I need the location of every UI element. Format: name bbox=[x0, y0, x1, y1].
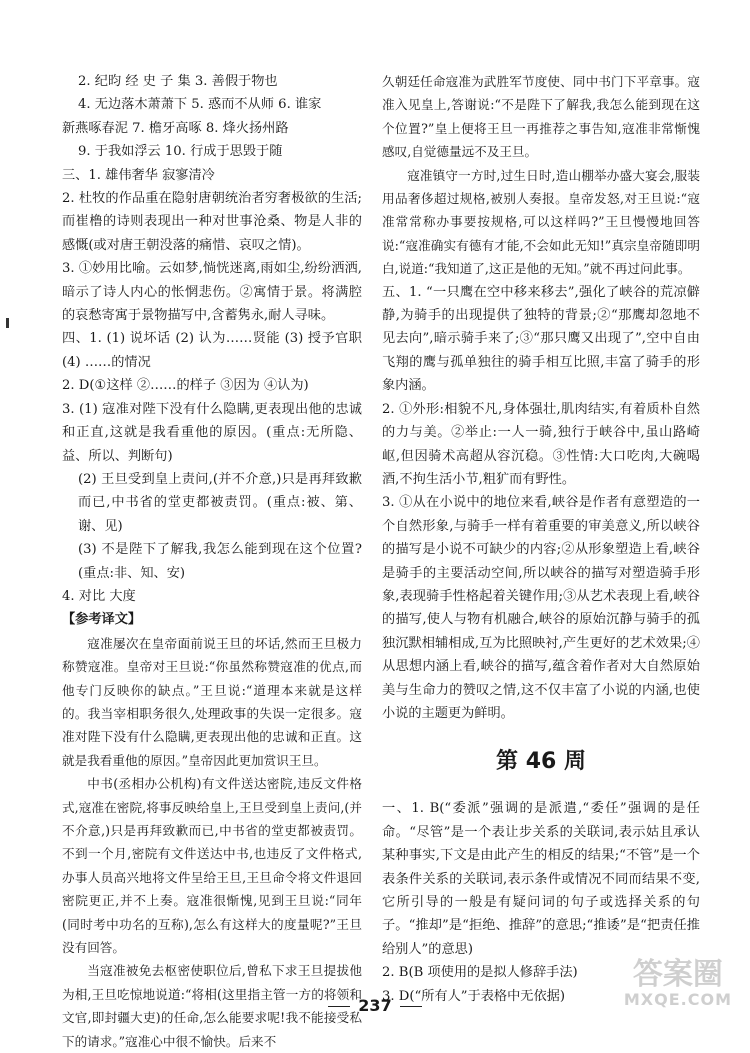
answer-line: 9. 于我如浮云 10. 行成于思毁于随 bbox=[78, 144, 283, 160]
translation-paragraph: 中书(丞相办公机构)有文件送达密院,违反文件格式,寇准在密院,将事反映给皇上,王旦受到皇上责问,(并不介意,)只是再拜致歉而已,中书省的堂吏都被责罚。不到一个月,密院有文件送达中书,也违反了文件格式,办事人员高兴地将文件呈给王旦,王旦命令将文件退回密院更正,并不上奏。寇准很惭愧,见到王旦说:“同年(同时考中功名的互称),怎么有这样大的度量呢?”王旦没有回答。 bbox=[62, 776, 362, 956]
translation-paragraph: 久朝廷任命寇准为武胜军节度使、同中书门下平章事。寇准入见皇上,答谢说:“不是陛下了解我,我怎么能到现在这个位置?”皇上便将王旦一再推荐之事告知,寇准非常惭愧感叹,自觉德量远不及王旦。 bbox=[382, 74, 700, 160]
translation-answer: 3. (1) 寇准对陛下没有什么隐瞒,更表现出他的忠诚和正直,这就是我看重他的原因。(重点:无所隐、益、所以、判断句) bbox=[62, 401, 362, 464]
dash-right bbox=[400, 1006, 422, 1007]
section-three-heading: 三、1. 雄伟奢华 寂寥清冷 bbox=[62, 167, 215, 183]
translation-paragraph: 寇准镇守一方时,过生日时,造山棚举办盛大宴会,服装用品奢侈超过规格,被别人奏报。皇帝发怒,对王旦说:“寇准常常称办事要按规格,可以这样吗?”王旦慢慢地回答说:“寇准确实有德有才能,不会如此无知!”真宗皇帝随即明白,说道:“我知道了,这正是他的无知。”就不再过问此事。 bbox=[382, 167, 700, 277]
answer-line: 3. D(“所有人”于表格中无依据) bbox=[382, 988, 565, 1004]
right-column bbox=[382, 70, 700, 1008]
answer-paragraph: 一、1. B(“委派”强调的是派遣,“委任”强调的是任命。“尽管”是一个表让步关系的关联词,表示姑且承认某种事实,下文是由此产生的相反的结果;“不管”是一个表条件关系的关联词,表示条件或情况不同而结果不变,它所引导的一般是有疑问词的句子或选择关系的句子。“推却”是“拒绝、推辞”的意思;“推诿”是“把责任推给别人”的意思) bbox=[382, 801, 700, 957]
section-five-answer: 五、1. “一只鹰在空中移来移去”,强化了峡谷的荒凉僻静,为骑手的出现提供了独特的背景;②“那鹰却忽地不见去向”,暗示骑手来了;③“那只鹰又出现了”,空中自由飞翔的鹰与孤单独往的骑手相互比照,丰富了骑手的形象内涵。 bbox=[382, 284, 700, 394]
answer-line: 4. 对比 大度 bbox=[62, 588, 136, 604]
answer-line: 2. 纪昀 经 史 子 集 3. 善假于物也 bbox=[78, 74, 278, 89]
translation-paragraph: 寇准屡次在皇帝面前说王旦的坏话,然而王旦极力称赞寇准。皇帝对王旦说:“你虽然称赞寇准的优点,而他专门反映你的缺点。”王旦说:“道理本来就是这样的。我当宰相职务很久,处理政事的失误一定很多。寇准对陛下没有什么隐瞒,更表现出他的忠诚和正直。这就是我看重他的原因。”皇帝因此更加赏识王旦。 bbox=[62, 635, 362, 768]
answer-paragraph: 2. ①外形:相貌不凡,身体强壮,肌肉结实,有着质朴自然的力与美。②举止:一人一骑,独行于峡谷中,虽山路崎岖,但因骑术高超从容沉稳。③性情:大口吃肉,大碗喝酒,不拘生活小节,粗犷而有野性。 bbox=[382, 401, 700, 487]
reference-translation-heading: 【参考译文】 bbox=[62, 612, 142, 628]
answer-paragraph: 3. ①从在小说中的地位来看,峡谷是作者有意塑造的一个自然形象,与骑手一样有着重要的审美意义,所以峡谷的描写是小说不可缺少的内容;②从形象塑造上看,峡谷是骑手的主要活动空间,所以峡谷的描写对塑造骑手形象,表现骑手性格起着关键作用;③从艺术表现上看,峡谷的描写,使人与物有机融合,峡谷的原始沉静与骑手的孤独沉默相辅相成,互为比照映衬,产生更好的艺术效果;④从思想内涵上看,峡谷的描写,蕴含着作者对大自然原始美与生命力的赞叹之情,这不仅丰富了小说的内涵,也使小说的主题更为鲜明。 bbox=[382, 495, 700, 721]
watermark-top: 答案圈 bbox=[632, 957, 723, 992]
answer-paragraph: 3. ①妙用比喻。云如梦,惝恍迷离,雨如尘,纷纷洒洒,暗示了诗人内心的怅惘悲伤。②寓情于景。将满腔的哀愁寄寓于景物描写中,含蓄隽永,耐人寻味。 bbox=[62, 261, 362, 324]
section-four-answer: 四、1. (1) 说坏话 (2) 认为……贤能 (3) 授予官职 (4) ……的情况 bbox=[62, 331, 362, 370]
left-column bbox=[62, 70, 362, 1053]
translation-answer: (2) 王旦受到皇上责问,(并不介意,)只是再拜致歉而已,中书省的堂吏都被责罚。(重点:被、第、谢、见) bbox=[78, 471, 362, 534]
answer-line: 2. B(B 项使用的是拟人修辞手法) bbox=[382, 965, 578, 981]
answer-line: 新燕啄春泥 7. 檐牙高啄 8. 烽火扬州路 bbox=[62, 120, 289, 136]
watermark-bottom: MXQE.COM bbox=[623, 990, 732, 1009]
translation-paragraph: 当寇准被免去枢密使职位后,曾私下求王旦提拔他为相,王旦吃惊地说道:“将相(这里指主管一方的将领和文官,即封疆大吏)的任命,怎么能要求呢!我不能接受私下的请求。”寇准心中很不愉快。后来不 bbox=[62, 963, 362, 1049]
dash-left bbox=[328, 1006, 350, 1007]
translation-answer: (3) 不是陛下了解我,我怎么能到现在这个位置?(重点:非、知、安) bbox=[78, 542, 362, 581]
margin-mark bbox=[6, 318, 9, 328]
week-title: 第 46 周 bbox=[496, 749, 586, 775]
answer-line: 4. 无边落木萧萧下 5. 惑而不从师 6. 谁家 bbox=[78, 97, 322, 113]
watermark-logo bbox=[623, 957, 732, 1010]
page-number-text: 237 bbox=[358, 996, 392, 1015]
answer-line: 2. D(①这样 ②……的样子 ③因为 ④认为) bbox=[62, 378, 309, 394]
answer-paragraph: 2. 杜牧的作品重在隐射唐朝统治者穷奢极欲的生活;而崔橹的诗则表现出一种对世事沧桑、物是人非的感慨(或对唐王朝没落的痛惜、哀叹之情)。 bbox=[62, 191, 362, 253]
